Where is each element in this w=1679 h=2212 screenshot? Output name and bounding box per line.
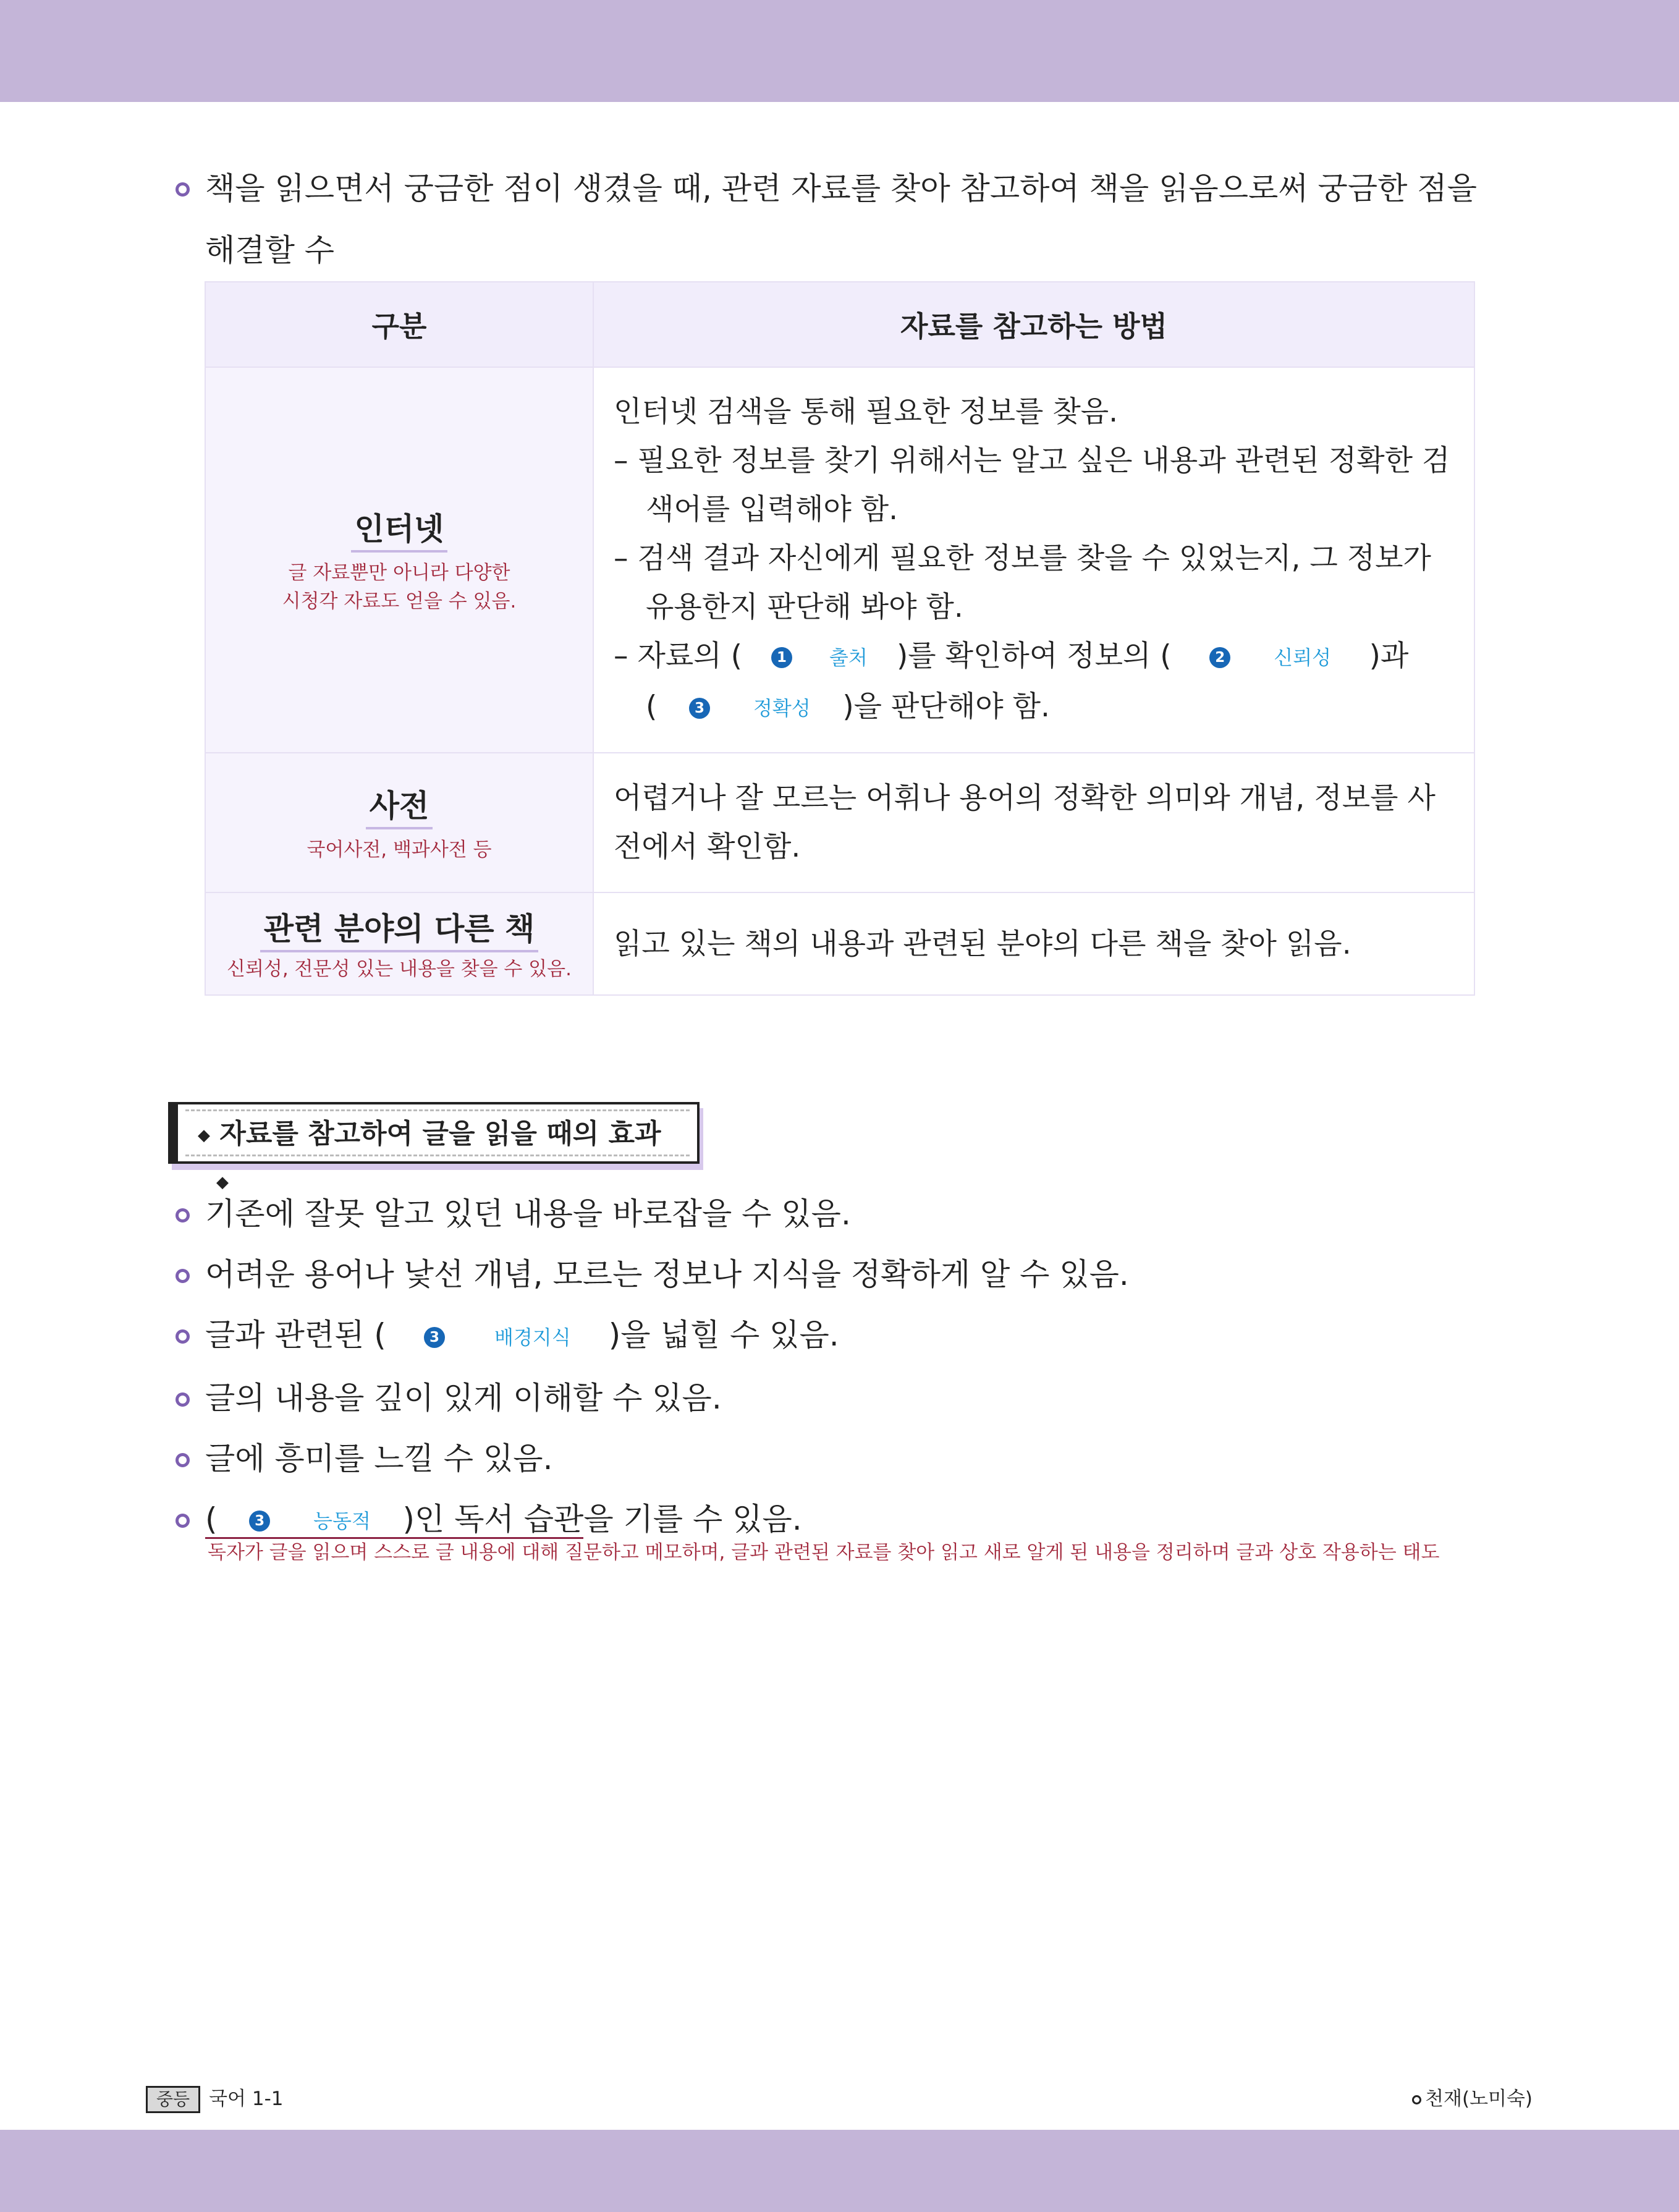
method-line-blanks: [614, 632, 1454, 682]
list-item: [174, 1184, 1497, 1244]
note-line: 시청각 자료도 얻을 수 있음.: [282, 590, 517, 612]
method-cell: 어렵거나 잘 모르는 어휘나 용어의 정확한 의미와 개념, 정보를 사전에서 확인함.: [593, 753, 1474, 892]
bottom-band: [0, 2130, 1679, 2212]
footer-left: [146, 2083, 284, 2113]
text-fragment: )을 넓힐 수 있음.: [608, 1317, 839, 1353]
number-badge: 3: [249, 1511, 270, 1532]
answer-text: 신뢰성: [1274, 645, 1332, 669]
answer-blank: [1172, 632, 1369, 682]
list-item: [174, 1489, 1497, 1552]
category-cell: [205, 367, 593, 753]
reference-table: [205, 281, 1475, 996]
answer-text: 정확성: [753, 696, 811, 720]
category-cell: [205, 892, 593, 995]
answer-text: 출처: [829, 645, 868, 669]
bullet-dot-icon: [176, 1514, 190, 1528]
list-item-text: 글에 흥미를 느낄 수 있음.: [205, 1440, 553, 1477]
subject-label: 국어 1-1: [209, 2088, 284, 2110]
table-row: [205, 753, 1474, 892]
method-line: – 검색 결과 자신에게 필요한 정보를 찾을 수 있었는지, 그 정보가 유용한지 판단해 봐야 함.: [614, 541, 1431, 624]
number-badge: 3: [689, 698, 710, 719]
header-category: 구분: [205, 282, 593, 367]
publisher-label: 천재(노미숙): [1425, 2088, 1533, 2110]
list-item: [174, 1368, 1497, 1428]
bullet-dot-icon: [176, 1269, 190, 1283]
text-fragment: )을 판단해야 함.: [842, 689, 1050, 724]
answer-blank: [218, 1489, 403, 1552]
answer-blank: [386, 1305, 609, 1368]
text-fragment: )인 독서 습관: [402, 1501, 584, 1537]
text-fragment: (: [205, 1501, 218, 1537]
answer-text: 능동적: [313, 1509, 371, 1533]
bullet-dot-icon: [176, 182, 190, 197]
section-title: 자료를 참고하여 글을 읽을 때의 효과: [219, 1118, 661, 1150]
bullet-dot-icon: [176, 1208, 190, 1223]
answer-blank: [657, 682, 842, 733]
category-title: 인터넷: [351, 504, 448, 553]
list-item-text: 어려운 용어나 낯선 개념, 모르는 정보나 지식을 정확하게 알 수 있음.: [205, 1256, 1129, 1292]
text-fragment: )과: [1369, 638, 1409, 673]
category-note: 신뢰성, 전문성 있는 내용을 찾을 수 있음.: [227, 958, 572, 980]
text-fragment: – 자료의 (: [614, 638, 742, 673]
top-band: [0, 0, 1679, 102]
intro-line1: 책을 읽으면서 궁금한 점이 생겼을 때, 관련 자료를 찾아 참고하여 책을 읽음으로써 궁금한 점을 해결할 수: [205, 171, 1477, 268]
effects-list: [174, 1184, 1497, 1565]
category-note: [206, 559, 592, 616]
diamond-icon: ◆: [198, 1126, 210, 1145]
number-badge: 3: [424, 1327, 445, 1348]
table-header-row: [205, 282, 1474, 367]
category-cell: [205, 753, 593, 892]
text-fragment: )를 확인하여 정보의 (: [896, 638, 1172, 673]
method-line: – 필요한 정보를 찾기 위해서는 알고 싶은 내용과 관련된 정확한 검색어를 입력해야 함.: [614, 443, 1450, 527]
method-cell: 읽고 있는 책의 내용과 관련된 분야의 다른 책을 찾아 읽음.: [593, 892, 1474, 995]
bullet-dot-icon: [176, 1453, 190, 1467]
method-line-blanks: [614, 682, 1454, 733]
table-row: [205, 892, 1474, 995]
diamond-icon: ◆: [216, 1173, 229, 1192]
method-cell: [593, 367, 1474, 753]
section-title-box: [185, 1109, 690, 1192]
list-item: [174, 1428, 1497, 1489]
section-ribbon: [168, 1102, 700, 1192]
number-badge: 2: [1209, 647, 1230, 668]
header-method: 자료를 참고하는 방법: [593, 282, 1474, 367]
category-title: 사전: [366, 781, 433, 829]
answer-blank: [742, 632, 897, 682]
text-fragment: 을 기를 수 있음.: [583, 1501, 802, 1537]
note-line: 글 자료뿐만 아니라 다양한: [288, 562, 510, 584]
category-title: 관련 분야의 다른 책: [260, 904, 539, 952]
list-item-text: 기존에 잘못 알고 있던 내용을 바로잡을 수 있음.: [205, 1196, 851, 1232]
bullet-dot-icon: [176, 1329, 190, 1344]
list-item-text: 글의 내용을 깊이 있게 이해할 수 있음.: [205, 1379, 722, 1416]
grade-badge: 중등: [146, 2086, 200, 2113]
underlined-phrase: [205, 1501, 583, 1539]
bullet-dot-icon: [176, 1392, 190, 1407]
list-item: [174, 1244, 1497, 1305]
category-note: 국어사전, 백과사전 등: [307, 839, 492, 861]
table-row: [205, 367, 1474, 753]
method-line: 인터넷 검색을 통해 필요한 정보를 찾음.: [614, 394, 1119, 429]
list-item: [174, 1305, 1497, 1368]
circle-icon: [1412, 2095, 1421, 2104]
text-fragment: 글과 관련된 (: [205, 1317, 386, 1353]
effect-note: 독자가 글을 읽으며 스스로 글 내용에 대해 질문하고 메모하며, 글과 관련된 자료를 찾아 읽고 새로 알게 된 내용을 정리하며 글과 상호 작용하는 태도: [208, 1541, 1440, 1564]
answer-text: 배경지식: [494, 1325, 571, 1349]
footer-right: [1412, 2083, 1533, 2111]
number-badge: 1: [771, 647, 792, 668]
text-fragment: (: [646, 689, 658, 724]
